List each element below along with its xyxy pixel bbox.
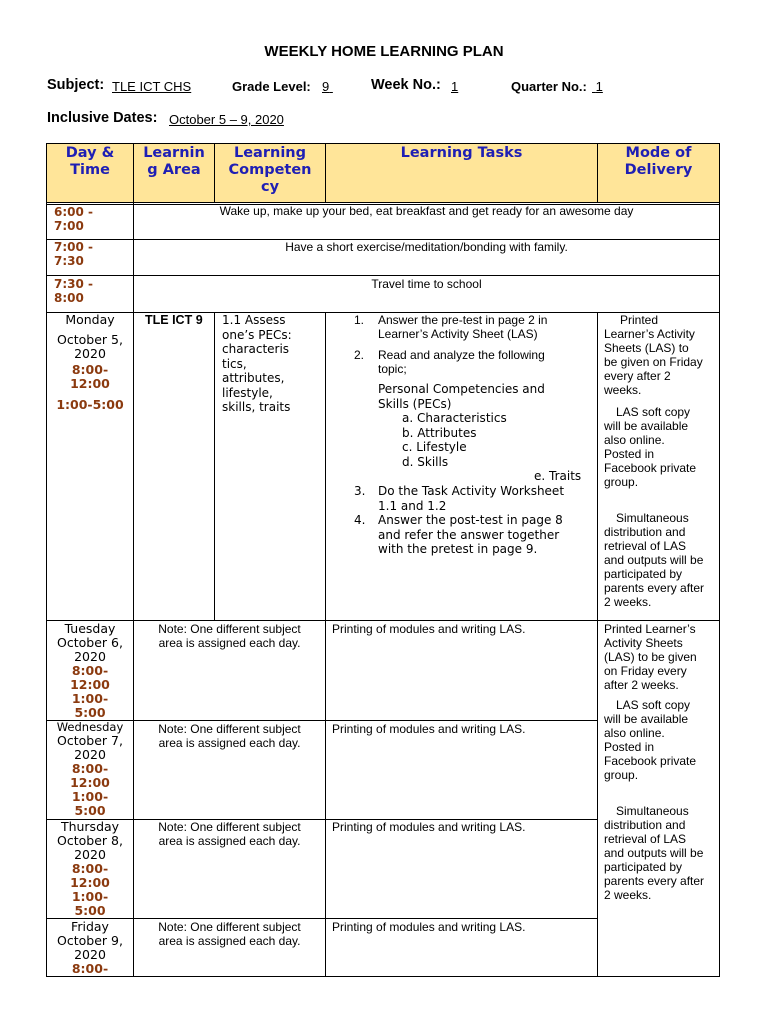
routine-time-2: 7:00 - 7:30 xyxy=(54,240,94,268)
routine-text-1: Wake up, make up your bed, eat breakfast and get ready for an awesome day xyxy=(219,204,634,218)
wednesday-note: Note: One different subject area is assigned each day. xyxy=(158,722,301,750)
monday-day-cell: Monday October 5, 2020 8:00- 12:00 1:00-5:00 xyxy=(56,312,124,412)
task-topic: Personal Competencies and Skills (PECs) xyxy=(378,382,545,411)
routine-time-3: 7:30 - 8:00 xyxy=(54,277,94,305)
subject-value: TLE ICT CHS xyxy=(112,79,192,94)
page-title: WEEKLY HOME LEARNING PLAN xyxy=(264,43,504,60)
monday-mode-of-delivery: Printed Learner’s Activity Sheets (LAS) to be given on Friday every after 2 weeks. LAS soft copy will be available also online. Posted in Facebook private group. Simultaneous distribution and retrieval of LAS and outputs will be participated by parents every after 2 weeks. xyxy=(604,313,705,609)
tuesday-note: Note: One different subject area is assigned each day. xyxy=(158,622,301,650)
col-header-learning-area: Learnin g Area xyxy=(134,144,214,202)
task-number-3: 3. xyxy=(354,484,366,498)
quarter-label: Quarter No.: xyxy=(511,79,587,94)
friday-task: Printing of modules and writing LAS. xyxy=(332,920,526,934)
task-topic-subitem-e: e. Traits xyxy=(534,469,582,483)
monday-learning-area: TLE ICT 9 xyxy=(145,313,203,327)
task-4: Answer the post-test in page 8 and refer the answer together with the pretest in page 9. xyxy=(378,513,563,556)
col-header-day-time: Day & Time xyxy=(47,144,133,202)
col-header-learning-competency: Learning Competen cy xyxy=(215,144,325,202)
task-number-4: 4. xyxy=(354,513,366,527)
task-number-2: 2. xyxy=(354,348,365,362)
wednesday-task: Printing of modules and writing LAS. xyxy=(332,722,526,736)
friday-note: Note: One different subject area is assigned each day. xyxy=(158,920,301,948)
routine-text-3: Travel time to school xyxy=(371,277,482,291)
task-2: Read and analyze the following topic; xyxy=(378,348,545,376)
task-topic-subitems: a. Characteristics b. Attributes c. Lifestyle d. Skills xyxy=(402,411,507,469)
monday-competency: 1.1 Assess one’s PECs: characteris tics, attributes, lifestyle, skills, traits xyxy=(222,313,292,414)
dates-value: October 5 – 9, 2020 xyxy=(169,112,284,127)
week-value: 1 xyxy=(451,79,459,94)
thursday-note: Note: One different subject area is assigned each day. xyxy=(158,820,301,848)
quarter-value: 1 xyxy=(595,79,603,94)
friday-day-cell: Friday October 9, 2020 8:00- xyxy=(57,919,123,976)
tuesday-task: Printing of modules and writing LAS. xyxy=(332,622,526,636)
task-number-1: 1. xyxy=(354,313,365,327)
tuesday-day-cell: Tuesday October 6, 2020 8:00- 12:00 1:00- 5:00 xyxy=(57,621,123,720)
routine-time-1: 6:00 - 7:00 xyxy=(54,205,94,233)
subject-label: Subject: xyxy=(47,77,105,93)
thursday-task: Printing of modules and writing LAS. xyxy=(332,820,526,834)
routine-text-2: Have a short exercise/meditation/bonding with family. xyxy=(285,240,568,254)
task-3: Do the Task Activity Worksheet 1.1 and 1.2 xyxy=(378,484,565,513)
thursday-day-cell: Thursday October 8, 2020 8:00- 12:00 1:00- 5:00 xyxy=(57,819,123,918)
wednesday-day-cell: Wednesday October 7, 2020 8:00- 12:00 1:00- 5:00 xyxy=(56,720,124,818)
grade-label: Grade Level: xyxy=(232,79,311,94)
dates-label: Inclusive Dates: xyxy=(47,110,158,126)
task-1: Answer the pre-test in page 2 in Learner’s Activity Sheet (LAS) xyxy=(378,313,548,341)
col-header-mode-of-delivery: Mode of Delivery xyxy=(598,144,719,202)
grade-value: 9 xyxy=(322,79,330,94)
week-mode-of-delivery: Printed Learner’s Activity Sheets (LAS) to be given on Friday every after 2 weeks. LAS soft copy will be available also online. Posted in Facebook private group. Simultaneous distribution and retrieval of LAS and outputs will be participated by parents every after 2 weeks. xyxy=(604,622,705,902)
week-label: Week No.: xyxy=(371,77,441,93)
col-header-learning-tasks: Learning Tasks xyxy=(326,144,597,202)
